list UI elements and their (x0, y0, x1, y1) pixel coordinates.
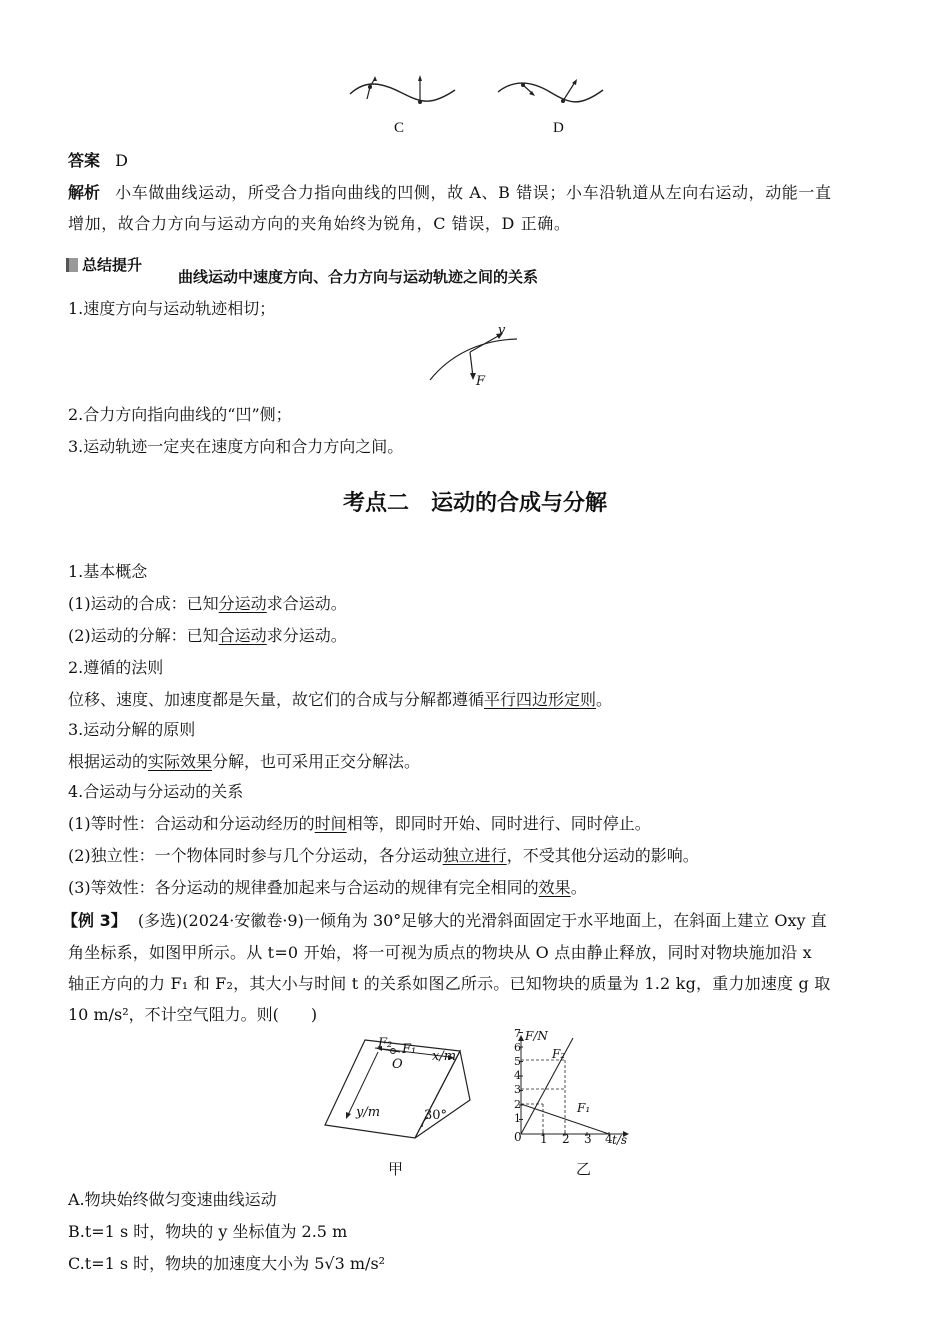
summary-badge (66, 254, 142, 275)
yi-ytick-7: 7 (514, 1027, 521, 1040)
yi-f1-label: F₁ (577, 1101, 591, 1115)
yi-ytick-1: 1 (514, 1112, 521, 1125)
answer-line (68, 148, 128, 171)
tangent-figure (425, 325, 525, 390)
jia-y-label: y/m (356, 1105, 381, 1120)
answer-value: D (115, 151, 128, 170)
label-f: F (476, 374, 486, 389)
heading-relation: 4.合运动与分运动的关系 (68, 782, 244, 801)
summary-badge-icon (66, 258, 78, 272)
heading-basic-concept: 1.基本概念 (68, 562, 148, 581)
figure-option-d (495, 72, 610, 112)
summary-item-2: 2.合力方向指向曲线的“凹”侧； (68, 405, 292, 424)
heading-rule: 2.遵循的法则 (68, 658, 164, 677)
figure-option-c (345, 72, 465, 112)
jia-caption: 甲 (388, 1160, 404, 1178)
example-line-1 (62, 908, 827, 931)
label-v: v (498, 323, 506, 338)
label-c: C (394, 120, 405, 136)
option-a: A.物块始终做匀变速曲线运动 (68, 1190, 277, 1209)
summary-item-1: 1.速度方向与运动轨迹相切； (68, 299, 276, 318)
summary-badge-text: 总结提升 (82, 256, 143, 274)
jia-f2-label: F₂ (378, 1036, 393, 1051)
example-line-4: 10 m/s²，不计空气阻力。则( ) (68, 1005, 318, 1024)
section-title: 考点二 运动的合成与分解 (342, 491, 607, 516)
answer-label: 答案 (68, 151, 101, 170)
analysis-line-2: 增加，故合力方向与运动方向的夹角始终为锐角，C 错误，D 正确。 (68, 214, 571, 233)
yi-x-label: t/s (612, 1133, 628, 1147)
jia-o-label: O (392, 1057, 403, 1072)
example-text-1: (多选)(2024·安徽卷·9)一倾角为 30°足够大的光滑斜面固定于水平地面上，在斜面上建立 Oxy 直 (137, 911, 827, 930)
para-independence: (2)独立性：一个物体同时参与几个分运动，各分运动独立进行，不受其他分运动的影响。 (68, 846, 699, 865)
example-tag: 【例 3】 (62, 911, 127, 930)
yi-ytick-6: 6 (514, 1041, 521, 1054)
jia-f1-label: F₁ (402, 1042, 417, 1057)
para-equivalence: (3)等效性：各分运动的规律叠加起来与合运动的规律有完全相同的效果。 (68, 878, 587, 897)
summary-item-3: 3.运动轨迹一定夹在速度方向和合力方向之间。 (68, 437, 404, 456)
label-d: D (553, 120, 564, 136)
option-c: C.t=1 s 时，物块的加速度大小为 5√3 m/s² (68, 1254, 386, 1273)
yi-xtick-1: 1 (540, 1132, 548, 1146)
analysis-line-1 (68, 180, 832, 203)
yi-y-label: F/N (525, 1029, 548, 1043)
para-decomposition: (2)运动的分解：已知合运动求分运动。 (68, 626, 347, 645)
option-b: B.t=1 s 时，物块的 y 坐标值为 2.5 m (68, 1222, 348, 1241)
example-line-3: 轴正方向的力 F₁ 和 F₂，其大小与时间 t 的关系如图乙所示。已知物块的质量为 1.2 kg，重力加速度 g 取 (68, 974, 831, 993)
yi-xtick-3: 3 (584, 1132, 592, 1146)
yi-origin: 0 (514, 1130, 522, 1144)
yi-ytick-3: 3 (514, 1083, 521, 1096)
yi-ytick-2: 2 (514, 1098, 521, 1111)
yi-ytick-5: 5 (514, 1055, 521, 1068)
para-principle: 根据运动的实际效果分解，也可采用正交分解法。 (68, 752, 421, 771)
jia-angle-label: 30° (424, 1108, 448, 1123)
ft-graph (505, 1030, 635, 1150)
analysis-text-1: 小车做曲线运动，所受合力指向曲线的凹侧，故 A、B 错误；小车沿轨道从左向右运动，动能一直 (115, 183, 832, 202)
summary-title: 曲线运动中速度方向、合力方向与运动轨迹之间的关系 (178, 268, 539, 286)
para-rule: 位移、速度、加速度都是矢量，故它们的合成与分解都遵循平行四边形定则。 (68, 690, 613, 709)
heading-principle: 3.运动分解的原则 (68, 720, 196, 739)
jia-x-label: x/m (432, 1049, 457, 1064)
para-composition: (1)运动的合成：已知分运动求合运动。 (68, 594, 347, 613)
example-line-2: 角坐标系，如图甲所示。从 t=0 开始，将一可视为质点的物块从 O 点由静止释放，同时对物块施加沿 x (68, 943, 812, 962)
yi-xtick-4: 4 (605, 1132, 613, 1146)
yi-xtick-2: 2 (562, 1132, 570, 1146)
yi-f2-label: F₂ (552, 1047, 566, 1061)
yi-caption: 乙 (576, 1160, 592, 1178)
analysis-label: 解析 (68, 183, 101, 202)
para-simultaneity: (1)等时性：合运动和分运动经历的时间相等，即同时开始、同时进行、同时停止。 (68, 814, 651, 833)
yi-ytick-4: 4 (514, 1069, 521, 1082)
